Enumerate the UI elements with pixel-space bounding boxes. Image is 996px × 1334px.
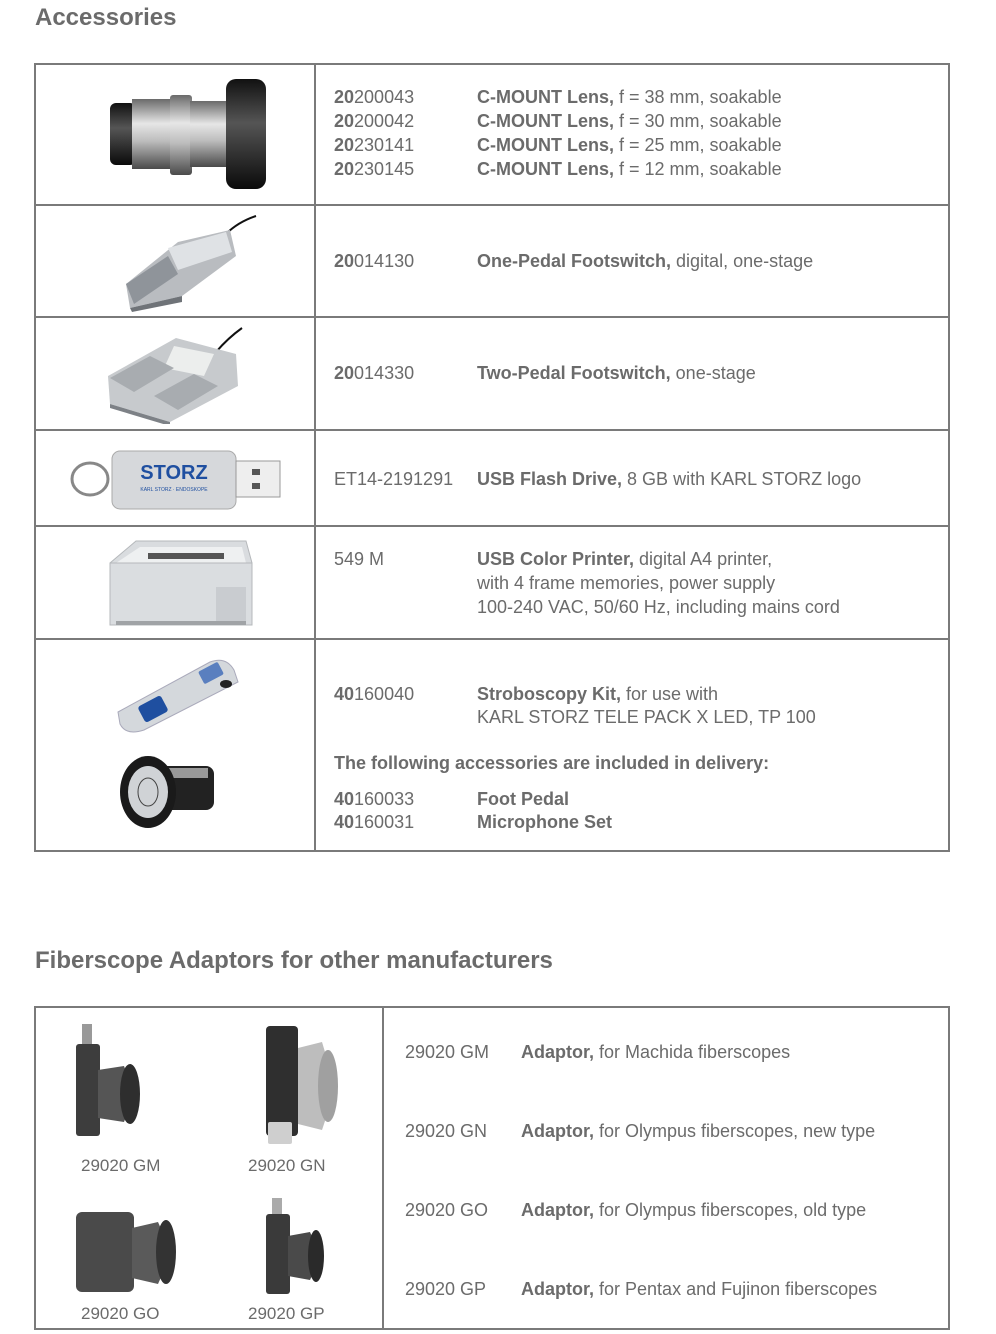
usb-color-printer-image: [106, 533, 256, 633]
product-code: 29020 GP: [405, 1279, 487, 1299]
product-text-cell: [315, 317, 949, 430]
list-item: [334, 87, 782, 108]
product-name: USB Color Printer,: [477, 549, 635, 569]
product-image-cell: [35, 317, 315, 430]
product-name: C-MOUNT Lens,: [477, 87, 614, 107]
list-item: [334, 684, 718, 705]
product-code: 40160031: [334, 812, 415, 832]
product-image-cell: [35, 430, 315, 526]
product-name: C-MOUNT Lens,: [477, 135, 614, 155]
adaptor-go-image: [74, 1206, 178, 1298]
fiberscope-heading: Fiberscope Adaptors for other manufacturers: [35, 947, 553, 974]
product-description-continued: with 4 frame memories, power supply: [477, 573, 776, 593]
product-description: f = 38 mm, soakable: [614, 87, 782, 107]
product-code: 549 M: [334, 549, 385, 569]
product-code: 20230141: [334, 135, 415, 155]
product-image-cell: [35, 1007, 383, 1329]
product-text-cell: [315, 205, 949, 317]
adaptor-caption: 29020 GP: [248, 1304, 325, 1323]
product-description: for Olympus fiberscopes, old type: [594, 1200, 867, 1220]
product-description: one-stage: [670, 363, 756, 383]
list-item: [334, 469, 861, 490]
product-code: ET14-2191291: [334, 469, 454, 489]
c-mount-lens-image: [108, 77, 268, 192]
list-item: [334, 135, 782, 156]
product-description-continued: 100-240 VAC, 50/60 Hz, including mains cord: [477, 597, 840, 617]
table-row: [35, 430, 949, 526]
adaptor-gm-image: [74, 1022, 144, 1142]
one-pedal-footswitch-image: [118, 212, 258, 312]
product-name: C-MOUNT Lens,: [477, 111, 614, 131]
list-item: [334, 111, 782, 132]
product-description-continued: KARL STORZ TELE PACK X LED, TP 100: [477, 707, 816, 727]
table-row: [35, 639, 949, 851]
table-row: [35, 526, 949, 639]
product-description: 8 GB with KARL STORZ logo: [622, 469, 862, 489]
product-code: 20230145: [334, 159, 415, 179]
list-item: [405, 1200, 866, 1221]
product-code: 29020 GO: [405, 1200, 489, 1220]
product-text-cell: [315, 639, 949, 851]
list-item: [405, 1279, 877, 1300]
table-row: [35, 1007, 949, 1329]
product-code: 29020 GM: [405, 1042, 490, 1062]
list-item: [334, 363, 756, 384]
adaptor-gn-image: [262, 1022, 342, 1148]
microphone-set-image: [118, 750, 218, 830]
adaptor-gp-image: [264, 1196, 330, 1302]
product-code: 20014330: [334, 363, 415, 383]
product-image-cell: [35, 205, 315, 317]
product-description: for Olympus fiberscopes, new type: [594, 1121, 876, 1141]
list-item: [334, 251, 813, 272]
list-item: [334, 549, 772, 570]
adaptor-caption: 29020 GO: [81, 1304, 160, 1323]
svg-text:KARL STORZ · ENDOSKOPE: KARL STORZ · ENDOSKOPE: [140, 487, 208, 493]
product-name: USB Flash Drive,: [477, 469, 623, 489]
table-row: [35, 64, 949, 205]
adaptor-caption: 29020 GN: [248, 1156, 326, 1175]
usb-flash-drive-image: [70, 445, 285, 515]
adaptor-caption: 29020 GM: [81, 1156, 161, 1175]
accessories-heading: Accessories: [35, 4, 177, 31]
list-item: [334, 812, 612, 833]
product-name: Adaptor,: [521, 1121, 595, 1141]
product-image-cell: [35, 639, 315, 851]
product-name: Microphone Set: [477, 812, 613, 832]
product-description: f = 25 mm, soakable: [614, 135, 782, 155]
product-name: Two-Pedal Footswitch,: [477, 363, 671, 383]
product-name: Stroboscopy Kit,: [477, 684, 622, 704]
product-name: C-MOUNT Lens,: [477, 159, 614, 179]
product-code: 40160040: [334, 684, 415, 704]
list-item: [334, 159, 782, 180]
fiberscope-table: [34, 1006, 950, 1330]
table-row: [35, 205, 949, 317]
product-text-cell: [315, 64, 949, 205]
table-row: [35, 317, 949, 430]
product-description: for Machida fiberscopes: [594, 1042, 791, 1062]
product-name: One-Pedal Footswitch,: [477, 251, 672, 271]
product-code: 20200042: [334, 111, 415, 131]
product-code: 29020 GN: [405, 1121, 488, 1141]
product-name: Adaptor,: [521, 1279, 595, 1299]
list-item: [405, 1042, 790, 1063]
product-code: 40160033: [334, 789, 415, 809]
stroboscopy-foot-pedal-image: [114, 654, 244, 734]
delivery-note: The following accessories are included in delivery:: [334, 753, 770, 773]
product-text-cell: [383, 1007, 949, 1329]
product-description: f = 30 mm, soakable: [614, 111, 782, 131]
product-code: 20200043: [334, 87, 415, 107]
list-item: [334, 789, 569, 810]
product-text-cell: [315, 430, 949, 526]
product-name: Adaptor,: [521, 1042, 595, 1062]
product-image-cell: [35, 526, 315, 639]
product-description: digital, one-stage: [671, 251, 814, 271]
accessories-table: [34, 63, 950, 852]
list-item: [405, 1121, 875, 1142]
product-name: Adaptor,: [521, 1200, 595, 1220]
product-name: Foot Pedal: [477, 789, 570, 809]
product-description: for use with: [621, 684, 719, 704]
product-code: 20014130: [334, 251, 415, 271]
storz-logo: STORZ: [140, 462, 208, 484]
product-text-cell: [315, 526, 949, 639]
two-pedal-footswitch-image: [104, 324, 244, 424]
product-image-cell: [35, 64, 315, 205]
product-description: f = 12 mm, soakable: [614, 159, 782, 179]
product-description: digital A4 printer,: [634, 549, 773, 569]
product-description: for Pentax and Fujinon fiberscopes: [594, 1279, 878, 1299]
